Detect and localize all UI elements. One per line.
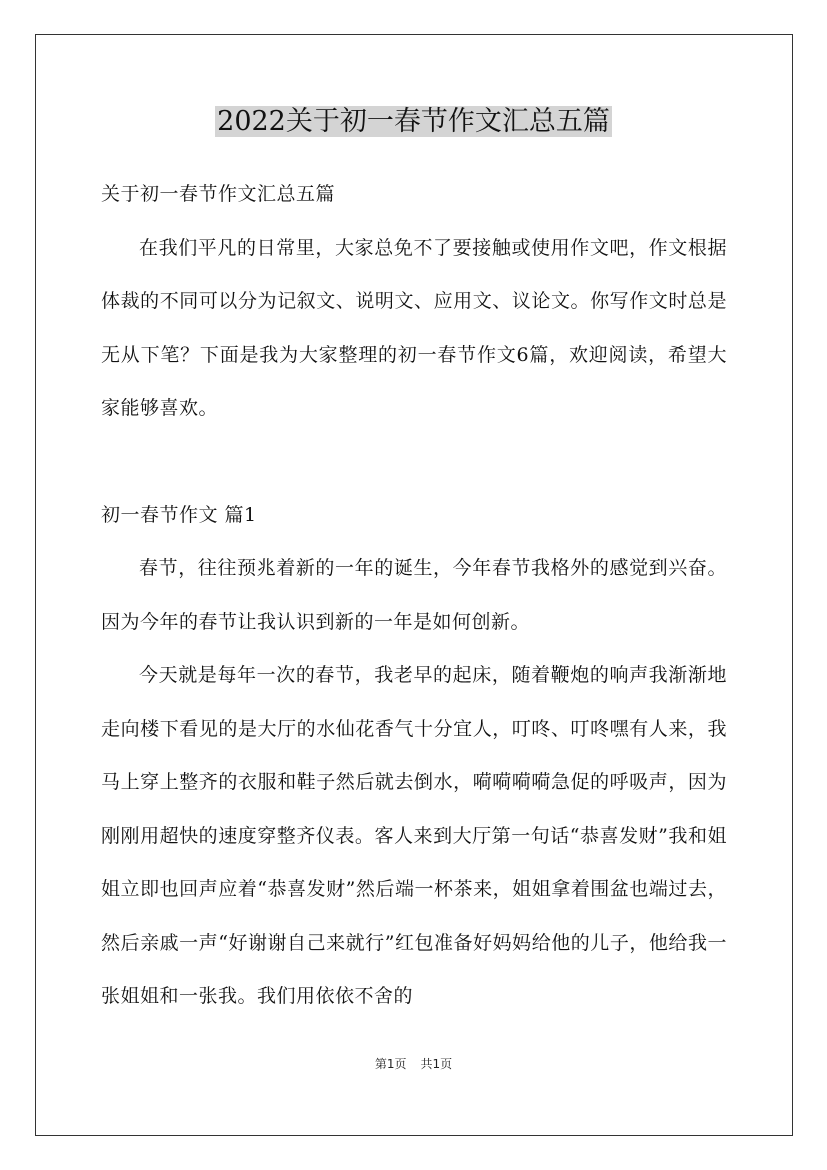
intro-paragraph: 在我们平凡的日常里，大家总免不了要接触或使用作文吧，作文根据体裁的不同可以分为记叙文、说明文、应用文、议论文。你写作文时总是无从下笔？下面是我为大家整理的初一春节作文6篇，欢迎阅读，希望大家能够喜欢。: [101, 236, 727, 419]
document-title-text: 2022关于初一春节作文汇总五篇: [217, 106, 610, 137]
page-footer: [0, 1055, 827, 1072]
page-total: 共1页: [420, 1057, 453, 1071]
body-paragraph: 今天就是每年一次的春节，我老早的起床，随着鞭炮的响声我渐渐地走向楼下看见的是大厅的水仙花香气十分宜人，叮咚、叮咚嘿有人来，我马上穿上整齐的衣服和鞋子然后就去倒水，嗬嗬嗬嗬急促的呼吸声，因为刚刚用超快的速度穿整齐仪表。客人来到大厅第一句话“恭喜发财”我和姐姐立即也回声应着“恭喜发财”然后端一杯茶来，姐姐拿着围盆也端过去，然后亲戚一声“好谢谢自己来就行”红包准备好妈妈给他的儿子，他给我一张姐姐和一张我。我们用依依不舍的: [101, 664, 727, 1007]
document-body: [101, 168, 727, 1024]
section-heading: 初一春节作文 篇1: [101, 503, 257, 526]
body-paragraph: 春节，往往预兆着新的一年的诞生，今年春节我格外的感觉到兴奋。因为今年的春节让我认识到新的一年是如何创新。: [101, 557, 727, 633]
document-title: [0, 100, 827, 144]
document-subtitle: 关于初一春节作文汇总五篇: [101, 183, 336, 205]
page-number: 第1页: [374, 1057, 407, 1071]
